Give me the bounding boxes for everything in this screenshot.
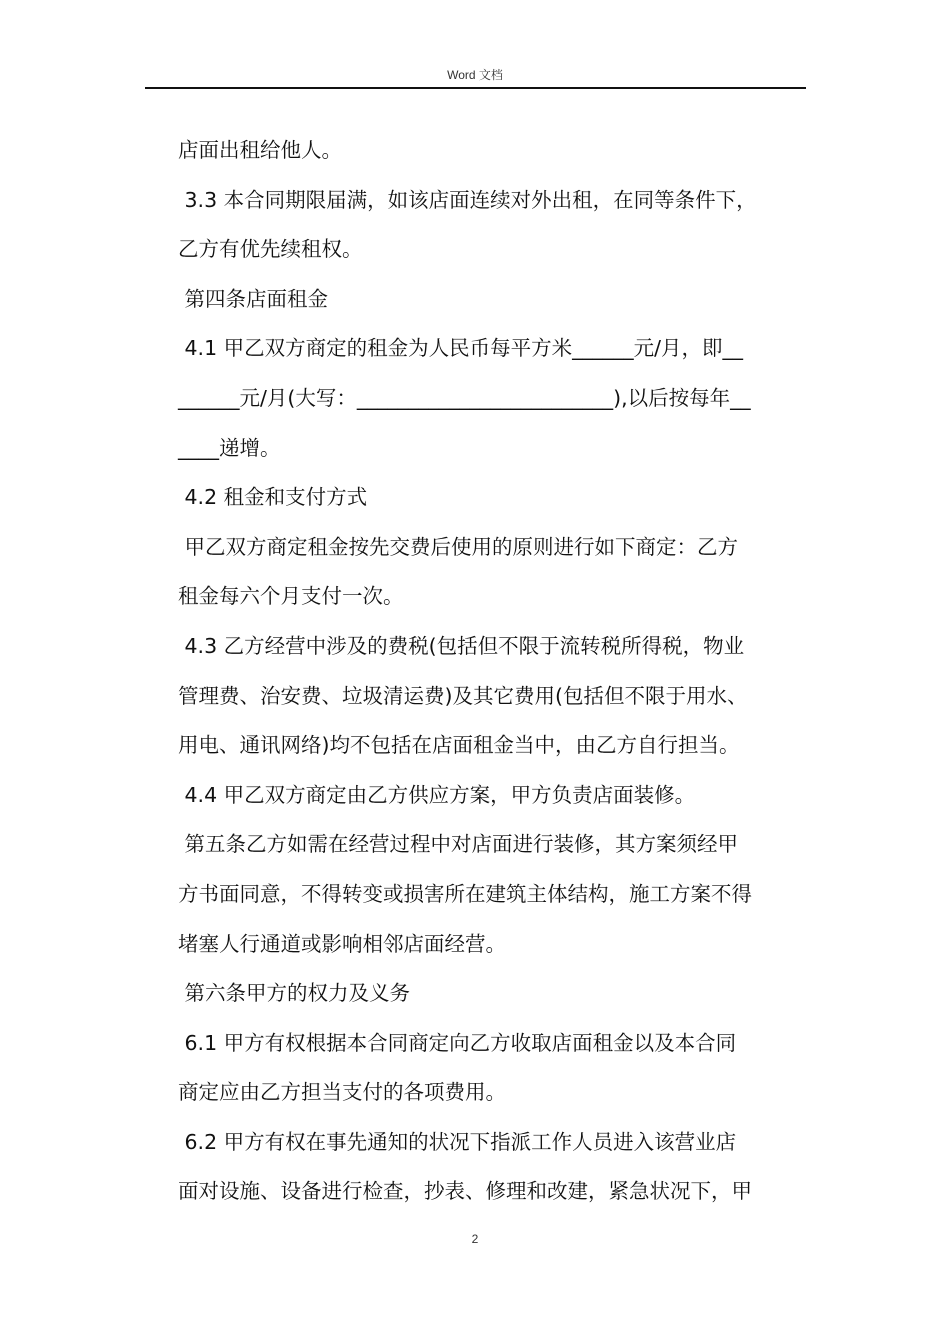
text-line: 堵塞人行通道或影响相邻店面经营。 xyxy=(178,931,506,956)
text-line: 商定应由乙方担当支付的各项费用。 xyxy=(178,1080,506,1105)
text-line: 甲乙双方商定租金按先交费后使用的原则进行如下商定：乙方 xyxy=(178,534,739,559)
text-line: 第五条乙方如需在经营过程中对店面进行装修，其方案须经甲 xyxy=(178,832,739,857)
document-body xyxy=(178,126,806,1217)
text-line: 用电、通讯网络)均不包括在店面租金当中，由乙方自行担当。 xyxy=(178,733,740,758)
header-divider xyxy=(145,87,806,89)
text-line: 方书面同意，不得转变或损害所在建筑主体结构，施工方案不得 xyxy=(178,881,752,906)
header-title: Word 文档 xyxy=(447,68,503,82)
text-line: 4.2 租金和支付方式 xyxy=(178,485,368,510)
text-line: 店面出租给他人。 xyxy=(178,138,342,162)
text-line: 4.4 甲乙双方商定由乙方供应方案，甲方负责店面装修。 xyxy=(178,782,696,807)
text-line: 管理费、治安费、垃圾清运费)及其它费用(包括但不限于用水、 xyxy=(178,683,748,708)
text-line: 4.3 乙方经营中涉及的费税(包括但不限于流转税所得税，物业 xyxy=(178,633,745,658)
page-number: 2 xyxy=(471,1232,479,1246)
text-line: 第六条甲方的权力及义务 xyxy=(178,981,411,1006)
text-line: ____递增。 xyxy=(178,435,281,460)
text-line: 6.2 甲方有权在事先通知的状况下指派工作人员进入该营业店 xyxy=(178,1129,737,1154)
text-line: 4.1 甲乙双方商定的租金为人民币每平方米______元/月，即__ xyxy=(178,336,744,361)
text-line: 乙方有优先续租权。 xyxy=(178,237,363,262)
text-line: 6.1 甲方有权根据本合同商定向乙方收取店面租金以及本合同 xyxy=(178,1030,737,1055)
text-line: 3.3 本合同期限届满，如该店面连续对外出租，在同等条件下， xyxy=(178,187,757,212)
text-line: 租金每六个月支付一次。 xyxy=(178,584,404,609)
text-line: 面对设施、设备进行检查，抄表、修理和改建，紧急状况下，甲 xyxy=(178,1179,752,1204)
text-line: ______元/月(大写：_________________________),以后按每年__ xyxy=(178,385,751,410)
text-line: 第四条店面租金 xyxy=(178,286,329,311)
